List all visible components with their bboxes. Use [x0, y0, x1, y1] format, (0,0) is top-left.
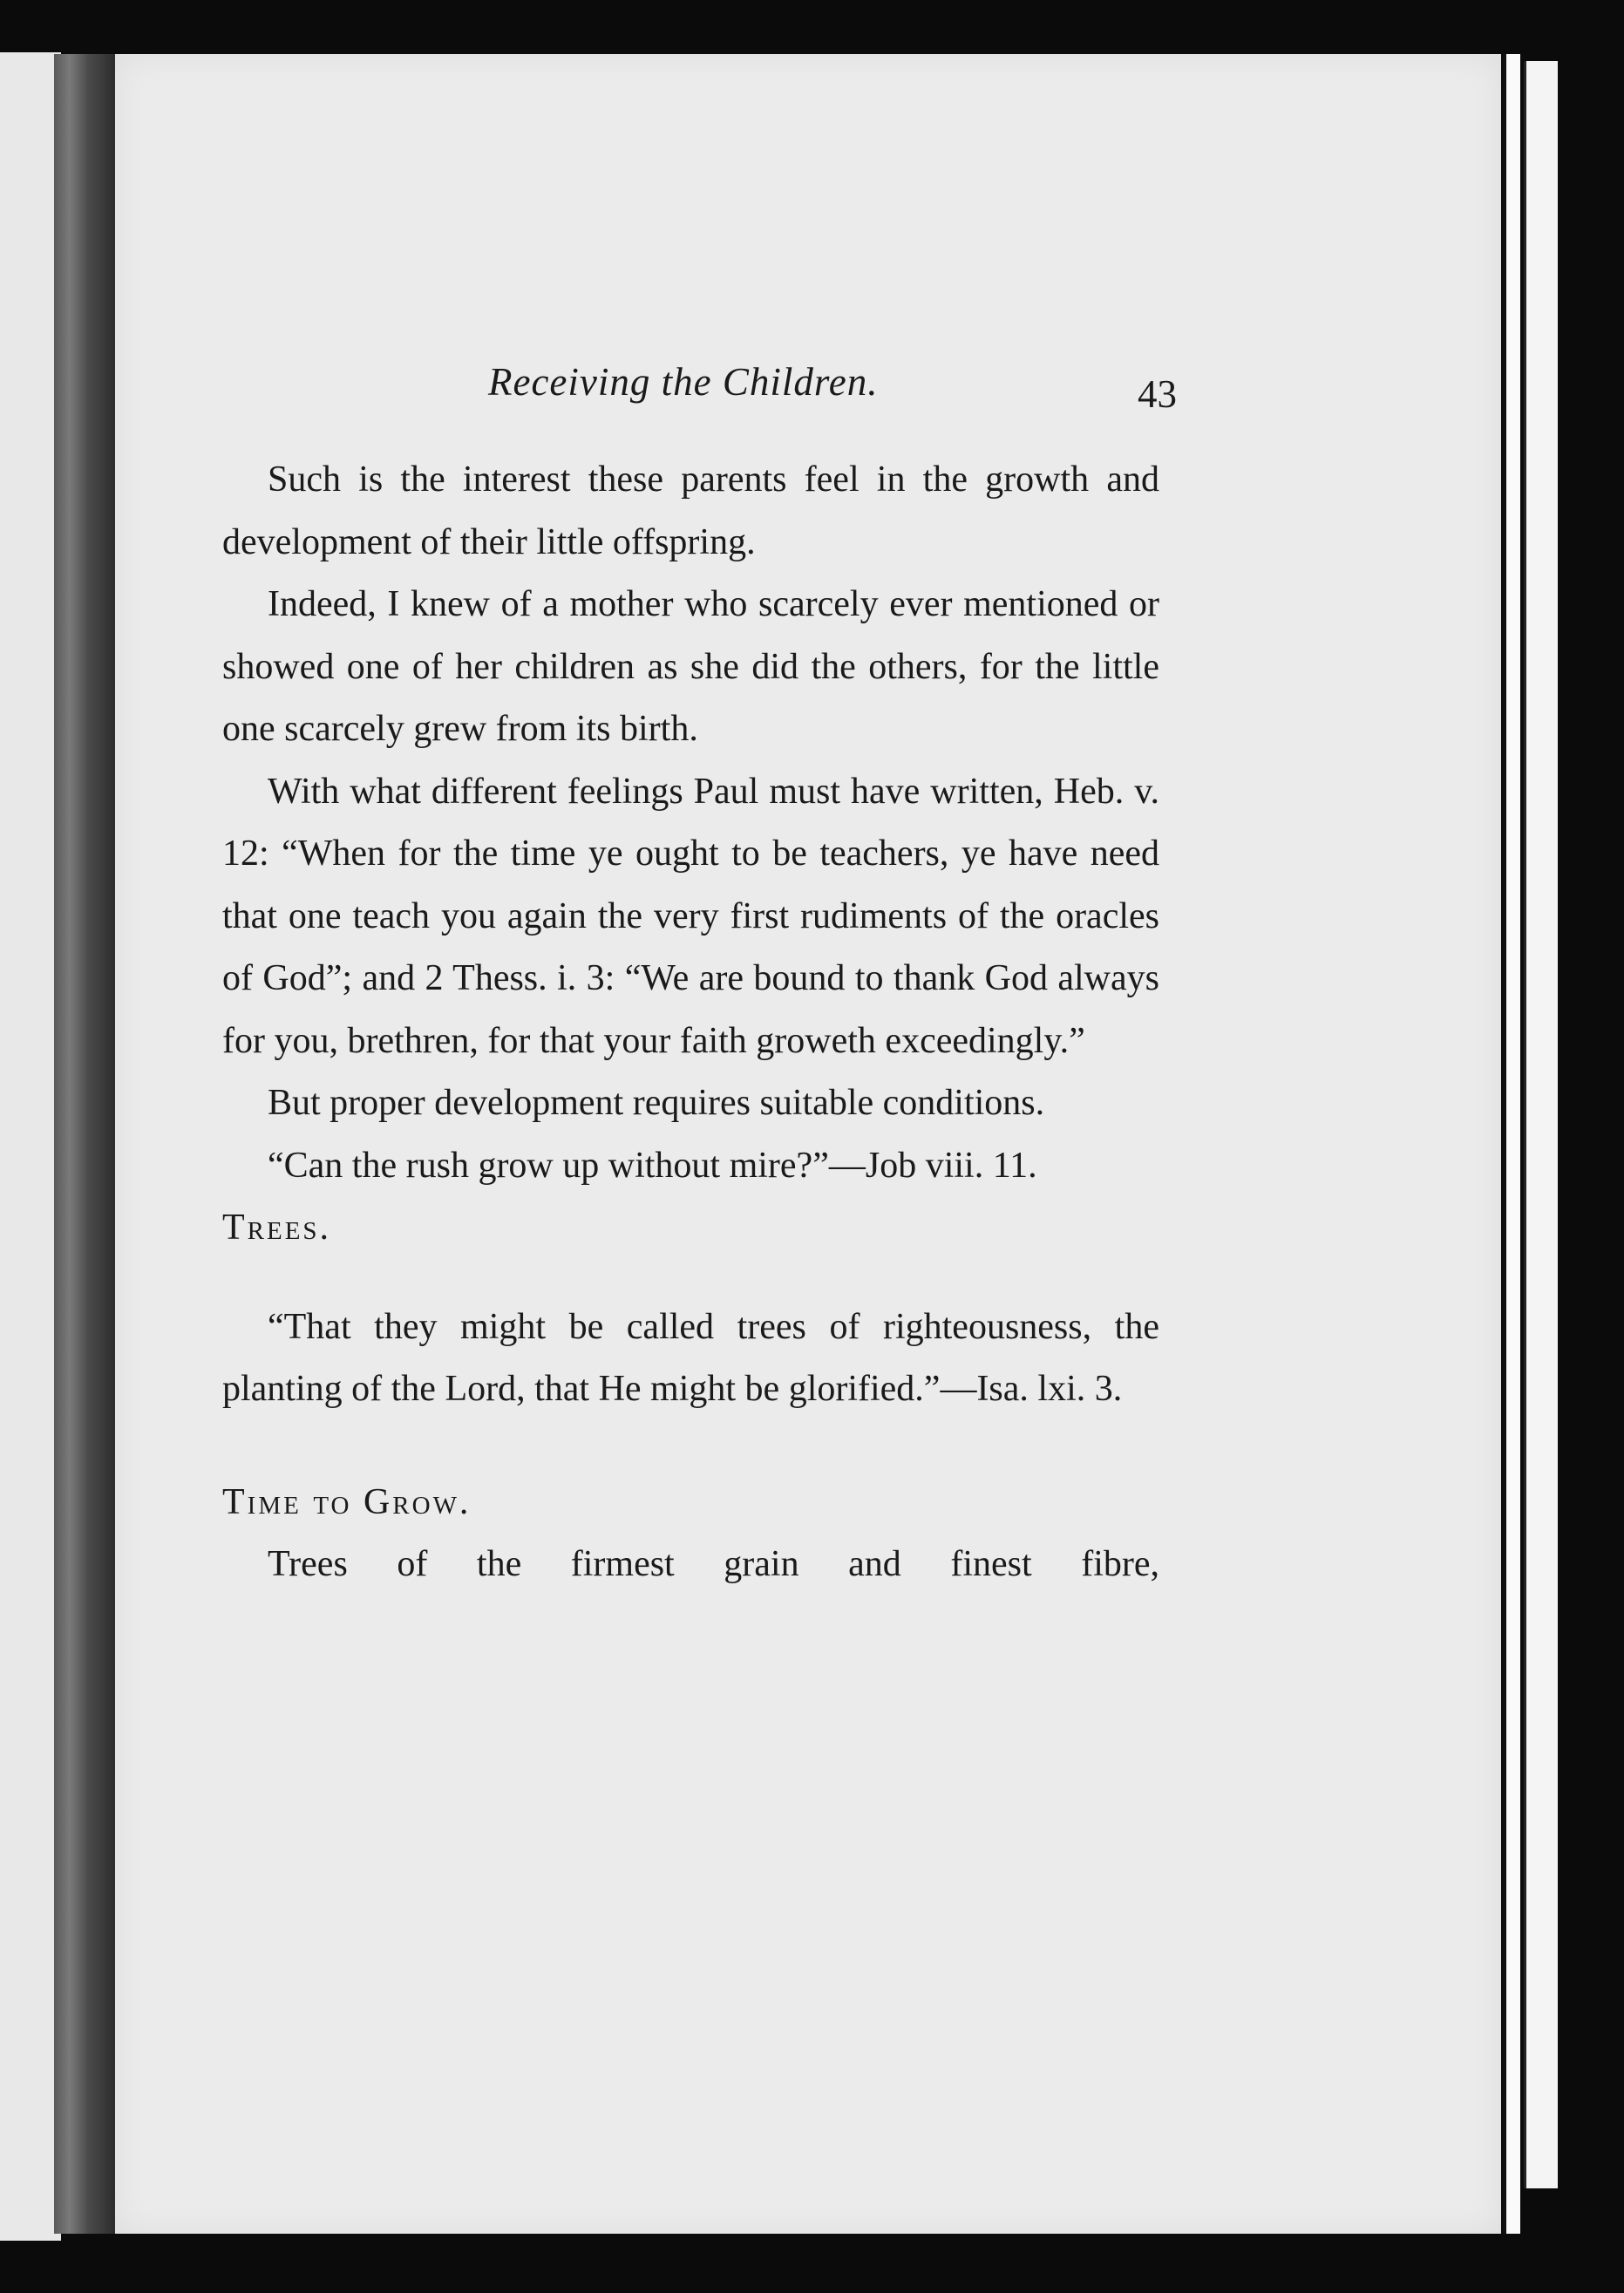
page-edge [1503, 54, 1520, 2234]
paragraph: “Can the rush grow up without mire?”—Job viii. 11. [268, 1145, 1037, 1186]
running-title: Receiving the Children. [488, 360, 879, 404]
section-heading-trees: Trees. [222, 1208, 332, 1248]
body-text [222, 449, 1159, 1596]
paragraph: With what different feelings Paul must have written, Heb. v. 12: “When for the time ye ought to be teachers, ye have need that one teach you again the very first rudiments of the oracles of God”; and 2 Thess. i. 3: “We are bound to thank God always for you, brethren, for that your faith groweth exceedingly.” [222, 771, 1159, 1061]
facing-page-edge [0, 52, 61, 2241]
paragraph: “That they might be called trees of righteousness, the planting of the Lord, that He might be glorified.”—Isa. lxi. 3. [222, 1306, 1159, 1409]
page-header [488, 359, 1177, 416]
paragraph: Indeed, I knew of a mother who scarcely ever mentioned or showed one of her children as she did the others, for the little one scarcely grew from its birth. [222, 584, 1159, 749]
book-gutter [54, 54, 117, 2234]
page-number: 43 [1138, 372, 1177, 416]
paragraph: Trees of the firmest grain and finest fibre, [268, 1544, 1159, 1584]
section-heading-time-to-grow: Time to Grow. [222, 1481, 472, 1522]
paragraph: But proper development requires suitable conditions. [268, 1083, 1045, 1123]
paragraph: Such is the interest these parents feel in the growth and development of their little offspring. [222, 459, 1159, 562]
page-edge-outer [1524, 61, 1558, 2188]
